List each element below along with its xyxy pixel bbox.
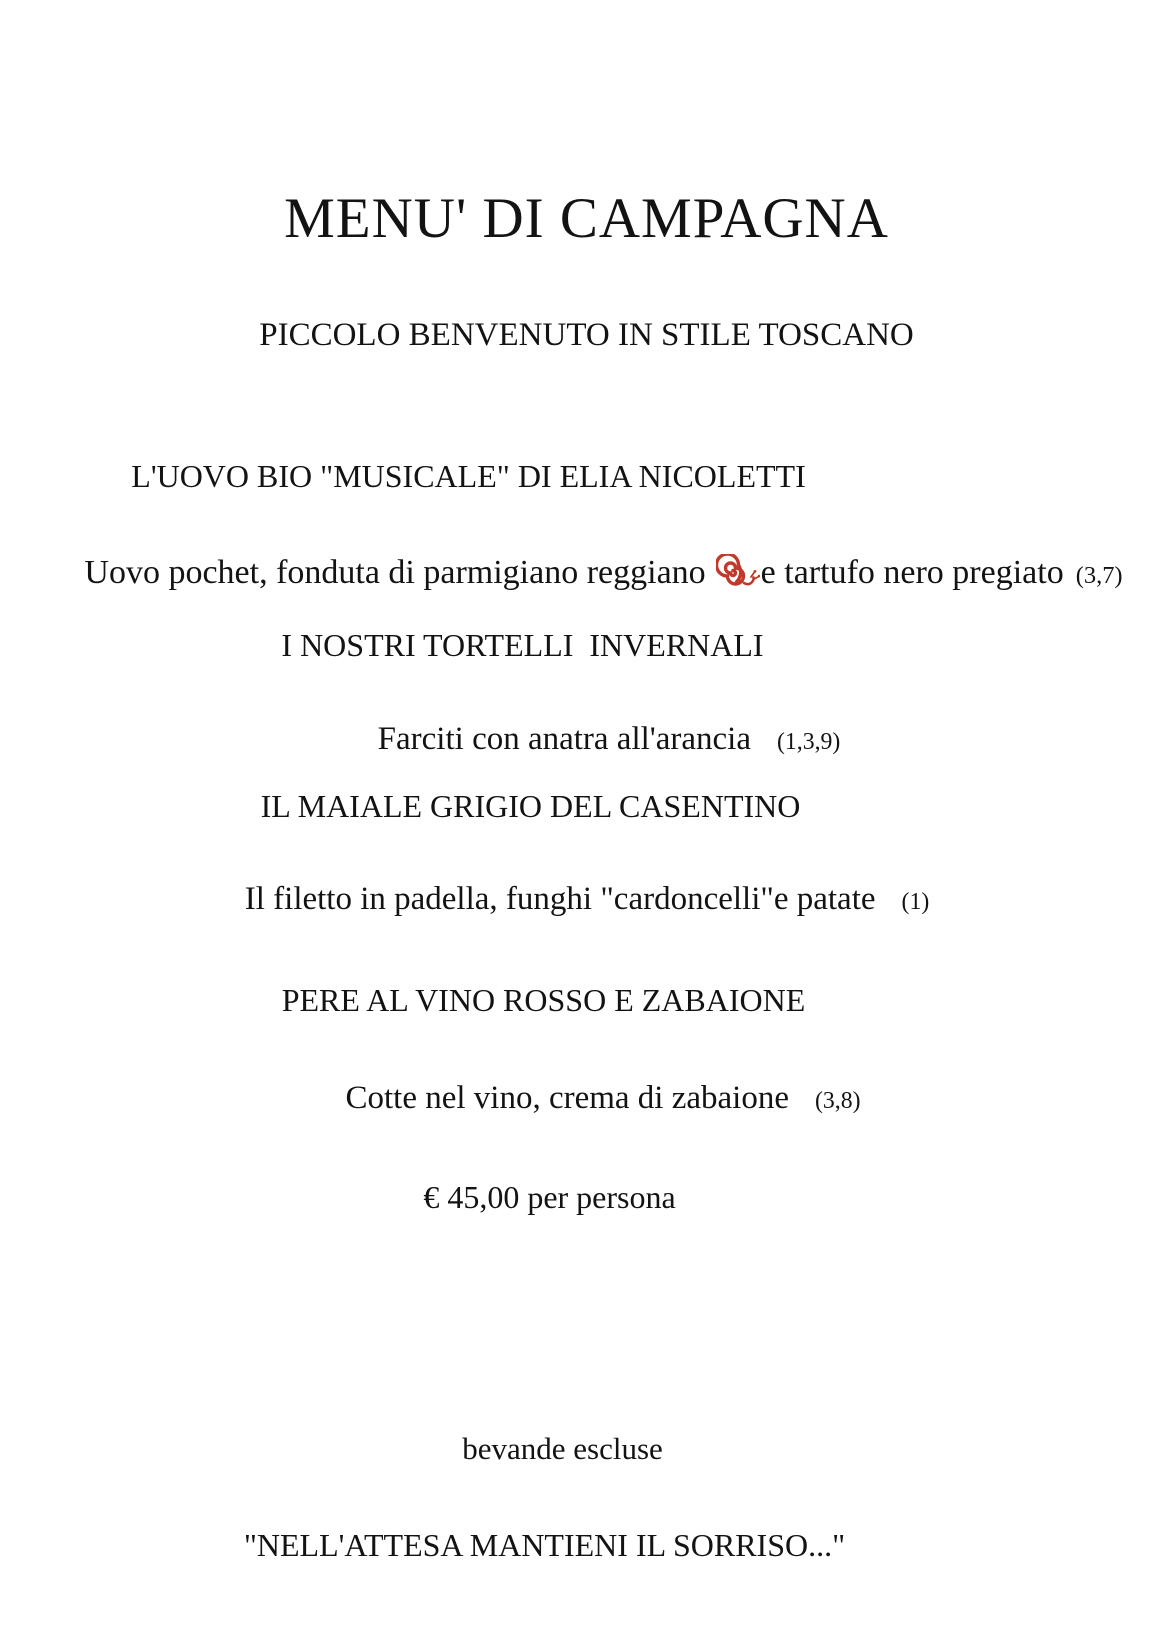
allergen-codes: (3,8): [815, 1087, 861, 1114]
price-line: € 45,00 per persona: [423, 1179, 676, 1215]
course-name: IL MAIALE GRIGIO DEL CASENTINO: [260, 788, 801, 824]
allergen-codes: (1): [901, 888, 930, 915]
course-description: [0, 1039, 1173, 1158]
course-description-text: e tartufo nero pregiato: [760, 553, 1064, 591]
course-name: I NOSTRI TORTELLI INVERNALI: [281, 627, 764, 663]
course-description-text: Farciti con anatra all'arancia: [377, 720, 751, 757]
course-name: L'UOVO BIO "MUSICALE" DI ELIA NICOLETTI: [131, 458, 806, 494]
course-description-text: Cotte nel vino, crema di zabaione: [345, 1079, 789, 1116]
menu-subtitle: PICCOLO BENVENUTO IN STILE TOSCANO: [259, 317, 914, 353]
page-title: MENU' DI CAMPAGNA: [284, 187, 889, 250]
course-description: [6, 680, 1173, 799]
course-description: [0, 840, 1157, 959]
allergen-codes: (3,7): [1075, 561, 1123, 589]
course-description-text: Il filetto in padella, funghi "cardoncelli"e patate: [244, 880, 876, 917]
beverages-note: bevande escluse: [462, 1431, 663, 1466]
snail-icon: [716, 554, 760, 601]
allergen-codes: (1,3,9): [776, 728, 841, 755]
course-name: PERE AL VINO ROSSO E ZABAIONE: [281, 982, 806, 1018]
course-description-text: Uovo pochet, fonduta di parmigiano reggiano: [84, 553, 706, 591]
closing-quote: "NELL'ATTESA MANTIENI IL SORRISO...": [243, 1527, 846, 1563]
course-description: [0, 512, 1173, 641]
